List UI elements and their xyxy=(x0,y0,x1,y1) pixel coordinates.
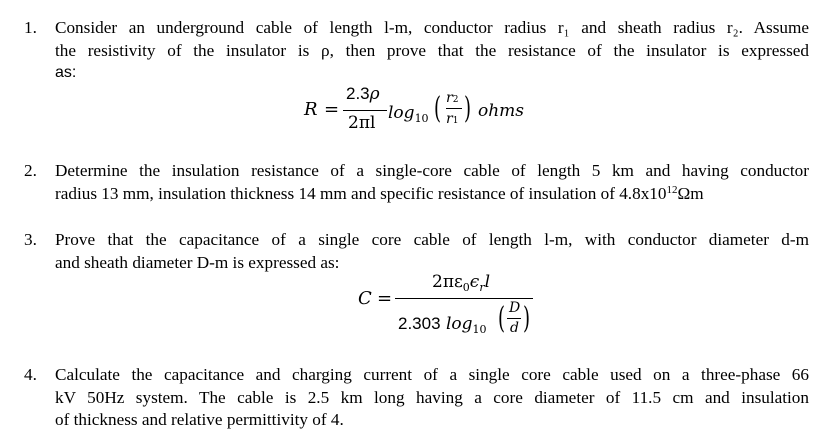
question-number: 3. xyxy=(24,230,37,249)
question-number: 1. xyxy=(24,18,37,37)
numerator-sub0: 0 xyxy=(462,281,470,294)
denominator-text: 2πl xyxy=(348,113,376,133)
fraction-bar xyxy=(343,110,387,111)
numerator-subr: r xyxy=(479,281,485,294)
exponent: 12 xyxy=(666,183,678,196)
log-base: 10 xyxy=(414,112,429,125)
ratio-top xyxy=(446,90,458,106)
numerator-l: l xyxy=(484,272,491,292)
log-base: 10 xyxy=(472,323,487,336)
paren-close: ) xyxy=(523,301,531,336)
numerator-epsilon: ϵ xyxy=(469,272,480,292)
question-1 xyxy=(24,17,809,85)
text-line: Determine the insulation resistance of a single-core cable of length 5 km and having conductor xyxy=(55,161,809,180)
ratio-bottom xyxy=(446,111,458,127)
ratio-bottom-r: r xyxy=(446,111,453,127)
text-line: kV 50Hz system. The cable is 2.5 km long having a core diameter of 11.5 cm and insulation xyxy=(55,387,809,407)
text-line: Consider an underground cable of length l-m, conductor radius r₁ and sheath radius r₂. Assume xyxy=(55,18,809,37)
text-line: and sheath diameter D-m is expressed as: xyxy=(55,252,340,272)
eq-lhs-R: R xyxy=(304,99,318,120)
text-line: Prove that the capacitance of a single core cable of length l-m, with conductor diameter d-m xyxy=(55,230,809,249)
paren-open: ( xyxy=(434,91,442,126)
eq-log xyxy=(388,103,429,123)
ratio-bar xyxy=(446,108,462,109)
ratio-bar xyxy=(507,318,521,319)
unit-ohm-m: Ωm xyxy=(677,183,704,203)
question-text xyxy=(55,17,809,85)
text-line xyxy=(55,183,809,206)
text-line: Calculate the capacitance and charging current of a single core cable used on a three-phase 66 xyxy=(55,365,809,384)
eq-unit: ohms xyxy=(478,101,525,121)
numerator-rho: ρ xyxy=(369,84,380,104)
eq-numerator xyxy=(346,84,380,104)
text-line: as: xyxy=(55,64,77,82)
ratio-bottom: d xyxy=(510,320,519,336)
ratio-top-sub: 2 xyxy=(452,95,459,105)
question-4 xyxy=(24,364,809,432)
denominator-coef: 2.303 xyxy=(398,314,441,333)
eq-equals: = xyxy=(324,99,340,120)
ratio-top-r: r xyxy=(446,90,453,106)
eq-equals: = xyxy=(377,288,393,309)
question-text xyxy=(55,364,809,432)
numerator-head: 2πε xyxy=(432,272,463,292)
log-text: log xyxy=(445,314,473,334)
log-text: log xyxy=(388,103,415,123)
question-text xyxy=(55,229,809,274)
ratio-top: D xyxy=(509,300,521,316)
eq-numerator xyxy=(432,272,490,292)
question-number: 4. xyxy=(24,365,37,384)
question-number: 2. xyxy=(24,161,37,180)
paren-close: ) xyxy=(464,91,472,126)
question-text xyxy=(55,160,809,205)
eq-lhs-C: C xyxy=(358,288,372,309)
ratio-bottom-sub: 1 xyxy=(452,116,459,126)
question-3 xyxy=(24,229,809,274)
paren-open: ( xyxy=(498,301,506,336)
question-2 xyxy=(24,160,809,205)
text-segment: radius 13 mm, insulation thickness 14 mm and specific resistance of insulation of 4.8x10 xyxy=(55,183,667,203)
text-line: of thickness and relative permittivity of 4. xyxy=(55,410,344,430)
eq-denominator xyxy=(348,113,375,133)
text-line: the resistivity of the insulator is ρ, then prove that the resistance of the insulator is expressed xyxy=(55,40,809,60)
eq-denominator xyxy=(398,314,487,334)
numerator-coef: 2.3 xyxy=(346,84,370,103)
